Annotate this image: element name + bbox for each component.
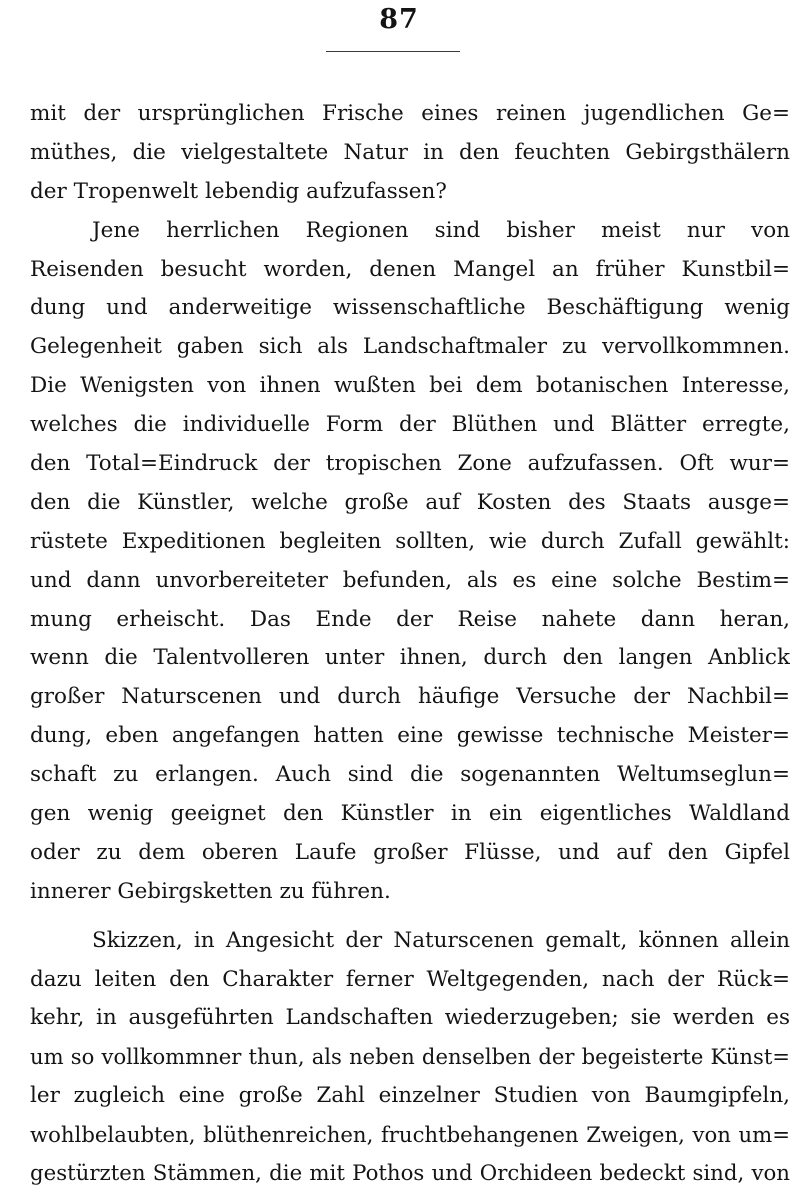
text-line: mit der ursprünglichen Frische eines reinen jugendlichen Ge= [30, 101, 790, 126]
text-line: großer Naturscenen und durch häufige Versuche der Nachbil= [30, 684, 790, 710]
text-line: um so vollkommner thun, als neben denselben der begeisterte Künst= [30, 1044, 790, 1070]
text-line: Reisenden besucht worden, denen Mangel an früher Kunstbil= [30, 256, 790, 282]
text-line: dung, eben angefangen hatten eine gewisse technische Meister= [30, 723, 790, 749]
text-line: wohlbelaubten, blüthenreichen, fruchtbehangenen Zweigen, von um= [30, 1122, 790, 1148]
text-line: wenn die Talentvolleren unter ihnen, durch den langen Anblick [30, 645, 790, 671]
text-line: dazu leiten den Charakter ferner Weltgegenden, nach der Rück= [30, 966, 790, 992]
text-line: rüstete Expeditionen begleiten sollten, wie durch Zufall gewählt: [30, 528, 790, 554]
page-number: 87 [379, 4, 419, 35]
text-line: oder zu dem oberen Laufe großer Flüsse, und auf den Gipfel [30, 839, 790, 865]
text-line: dung und anderweitige wissenschaftliche Beschäftigung wenig [30, 295, 790, 321]
text-line: gen wenig geeignet den Künstler in ein eigentliches Waldland [30, 801, 790, 827]
text-line: gestürzten Stämmen, die mit Pothos und Orchideen bedeckt sind, von [30, 1161, 790, 1187]
text-line: und dann unvorbereiteter befunden, als es eine solche Bestim= [30, 567, 790, 593]
paragraph [30, 922, 790, 1194]
body-text [30, 95, 790, 1194]
text-line: Die Wenigsten von ihnen wußten bei dem botanischen Interesse, [30, 373, 790, 399]
paragraph [30, 95, 790, 212]
text-line: welches die individuelle Form der Blüthen und Blätter erregte, [30, 412, 790, 438]
text-line: mung erheischt. Das Ende der Reise nahete dann heran, [30, 606, 790, 632]
text-line: Jene herrlichen Regionen sind bisher meist nur von [92, 217, 790, 243]
text-line: den Total=Eindruck der tropischen Zone aufzufassen. Oft wur= [30, 451, 790, 477]
paragraph [30, 212, 790, 912]
text-line: ler zugleich eine große Zahl einzelner Studien von Baumgipfeln, [30, 1083, 790, 1109]
text-line: müthes, die vielgestaltete Natur in den feuchten Gebirgsthälern [30, 139, 790, 165]
text-line: kehr, in ausgeführten Landschaften wiederzugeben; sie werden es [30, 1005, 790, 1031]
paragraph-gap [30, 912, 790, 922]
text-line: Gelegenheit gaben sich als Landschaftmaler zu vervollkommnen. [30, 334, 790, 360]
header-rule [326, 51, 460, 52]
text-line: schaft zu erlangen. Auch sind die sogenannten Weltumseglun= [30, 762, 790, 788]
text-line: innerer Gebirgsketten zu führen. [30, 878, 391, 904]
text-line: den die Künstler, welche große auf Kosten des Staats ausge= [30, 489, 790, 515]
text-line: Skizzen, in Angesicht der Naturscenen gemalt, können allein [92, 927, 790, 953]
text-line: der Tropenwelt lebendig aufzufassen? [30, 178, 447, 204]
